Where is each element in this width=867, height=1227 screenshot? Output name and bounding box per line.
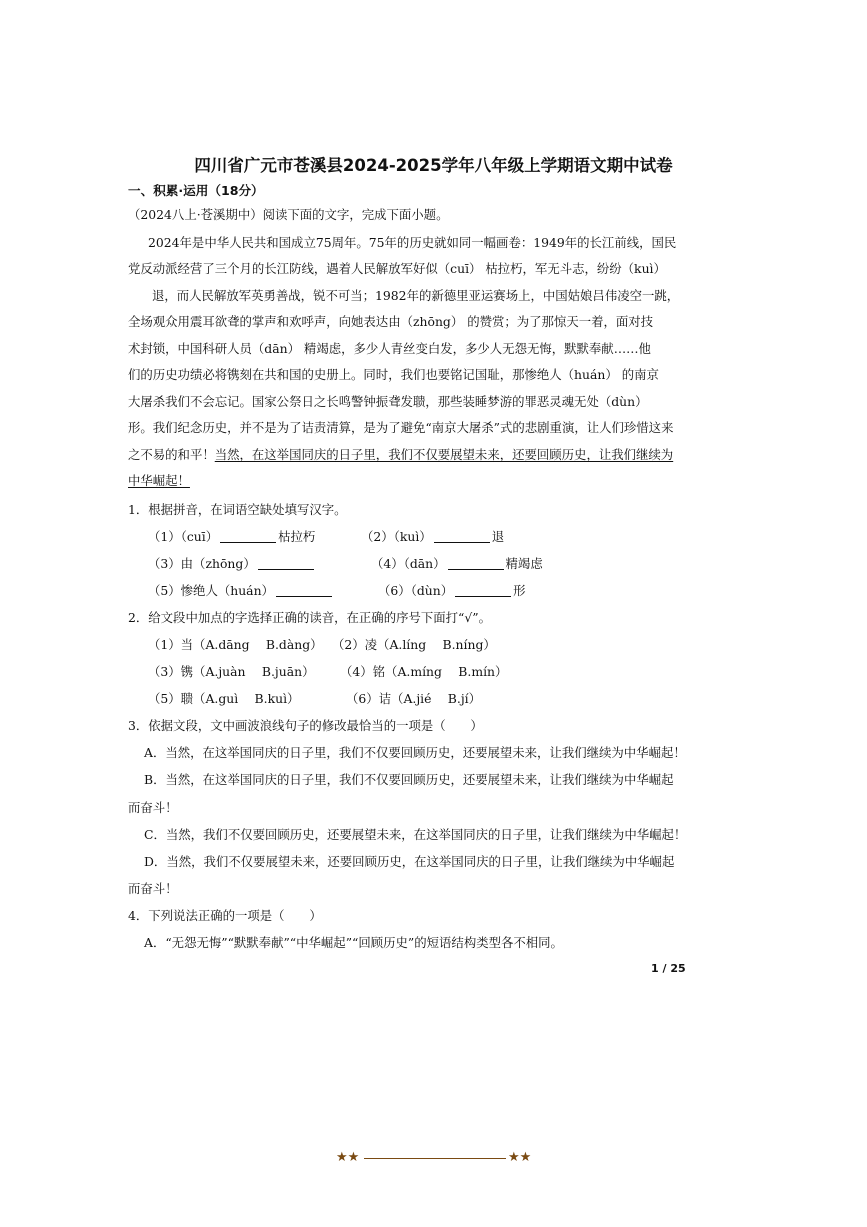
- q4-option-a[interactable]: A．“无怨无悔”“默默奉献”“中华崛起”“回顾历史”的短语结构类型各不相同。: [144, 935, 563, 950]
- q3-option-b-cont: 而奋斗！: [128, 800, 178, 815]
- footer-ornament: [336, 1149, 532, 1169]
- q2-item-5: （5）聩（A.guì B.kuì）: [148, 691, 300, 706]
- answer-blank[interactable]: [258, 557, 314, 570]
- passage-line-3: 退，而人民解放军英勇善战，锐不可当；1982年的新德里亚运赛场上，中国姑娘吕伟凌空一跳，: [152, 288, 680, 303]
- source-note: （2024八上·苍溪期中）阅读下面的文字，完成下面小题。: [128, 207, 449, 222]
- answer-blank[interactable]: [434, 530, 490, 543]
- star-icon: ★★: [336, 1150, 360, 1165]
- q4-stem: 4．下列说法正确的一项是（ ）: [128, 908, 322, 923]
- passage-line-9: [128, 447, 673, 463]
- q2-item-4: （4）铭（A.míng B.mín）: [340, 664, 508, 679]
- q3-option-a[interactable]: A．当然，在这举国同庆的日子里，我们不仅要回顾历史，还要展望未来，让我们继续为中华崛起！: [144, 745, 686, 760]
- q1-item-label: （2）（kuì）: [361, 529, 432, 544]
- q1-item-label: （3）由（zhōng）: [148, 556, 256, 571]
- q2-item-3: （3）镌（A.juàn B.juān）: [148, 664, 315, 679]
- q1-item-1: [148, 529, 315, 545]
- exam-title: 四川省广元市苍溪县2024-2025学年八年级上学期语文期中试卷: [194, 156, 673, 175]
- q3-option-c[interactable]: C．当然，我们不仅要回顾历史，还要展望未来，在这举国同庆的日子里，让我们继续为中华崛起！: [144, 827, 687, 842]
- q3-option-d-cont: 而奋斗！: [128, 881, 178, 896]
- answer-blank[interactable]: [220, 530, 276, 543]
- q2-item-2: （2）凌（A.líng B.níng）: [332, 637, 496, 652]
- q1-item-label: （1）（cuī）: [148, 529, 219, 544]
- answer-blank[interactable]: [448, 557, 504, 570]
- q3-option-d[interactable]: D．当然，我们不仅要展望未来，还要回顾历史，在这举国同庆的日子里，让我们继续为中华崛起: [144, 854, 675, 869]
- q1-item-3: [148, 556, 316, 572]
- passage-line-5: 术封锁，中国科研人员（dān） 精竭虑，多少人青丝变白发，多少人无怨无悔，默默奉献……他: [128, 341, 651, 356]
- page-number: 1 / 25: [651, 962, 686, 975]
- wavy-underlined-sentence: 当然，在这举国同庆的日子里，我们不仅要展望未来，还要回顾历史，让我们继续为: [214, 447, 674, 462]
- q1-item-suffix: 退: [491, 529, 505, 544]
- q1-item-4: [371, 556, 543, 572]
- q1-item-6: [378, 583, 526, 599]
- q1-item-5: [148, 583, 334, 599]
- q1-item-2: [361, 529, 504, 545]
- q1-item-suffix: 枯拉朽: [278, 529, 316, 544]
- q2-item-6: （6）诘（A.jié B.jí）: [346, 691, 482, 706]
- passage-line-4: 全场观众用震耳欲聋的掌声和欢呼声，向她表达由（zhōng） 的赞赏；为了那惊天一着，面对技: [128, 314, 654, 329]
- q1-item-suffix: 精竭虑: [505, 556, 543, 571]
- q1-stem: 1．根据拼音，在词语空缺处填写汉字。: [128, 502, 347, 517]
- answer-blank[interactable]: [276, 584, 332, 597]
- wavy-underlined-sentence-end: 中华崛起！: [128, 473, 190, 488]
- footer-divider: [364, 1158, 506, 1159]
- passage-line-7: 大屠杀我们不会忘记。国家公祭日之长鸣警钟振聋发聩，那些装睡梦游的罪恶灵魂无处（dùn）: [128, 394, 648, 409]
- passage-text: 之不易的和平！: [128, 447, 215, 462]
- passage-line-6: 们的历史功绩必将镌刻在共和国的史册上。同时，我们也要铭记国耻，那惨绝人（huán） 的南京: [128, 367, 659, 382]
- star-icon: ★★: [508, 1150, 532, 1165]
- q3-option-b[interactable]: B．当然，在这举国同庆的日子里，我们不仅要回顾历史，还要展望未来，让我们继续为中华崛起: [144, 772, 674, 787]
- passage-line-2: 党反动派经营了三个月的长江防线，遇着人民解放军好似（cuī） 枯拉朽，军无斗志，纷纷（kuì）: [128, 261, 666, 276]
- passage-line-8: 形。我们纪念历史，并不是为了诘责清算，是为了避免“南京大屠杀”式的悲剧重演，让人们珍惜这来: [128, 420, 674, 435]
- q1-item-label: （6）（dùn）: [378, 583, 454, 598]
- q1-item-label: （5）惨绝人（huán）: [148, 583, 274, 598]
- passage-line-1: 2024年是中华人民共和国成立75周年。75年的历史就如同一幅画卷：1949年的长江前线，国民: [148, 235, 677, 250]
- q1-item-label: （4）（dān）: [371, 556, 446, 571]
- section-heading: 一、积累·运用（18分）: [128, 183, 264, 198]
- q3-stem: 3．依据文段，文中画波浪线句子的修改最恰当的一项是（ ）: [128, 718, 483, 733]
- q2-stem: 2．给文段中加点的字选择正确的读音，在正确的序号下面打“√”。: [128, 610, 491, 625]
- answer-blank[interactable]: [455, 584, 511, 597]
- q1-item-suffix: 形: [513, 583, 526, 598]
- q2-item-1: （1）当（A.dāng B.dàng）: [148, 637, 323, 652]
